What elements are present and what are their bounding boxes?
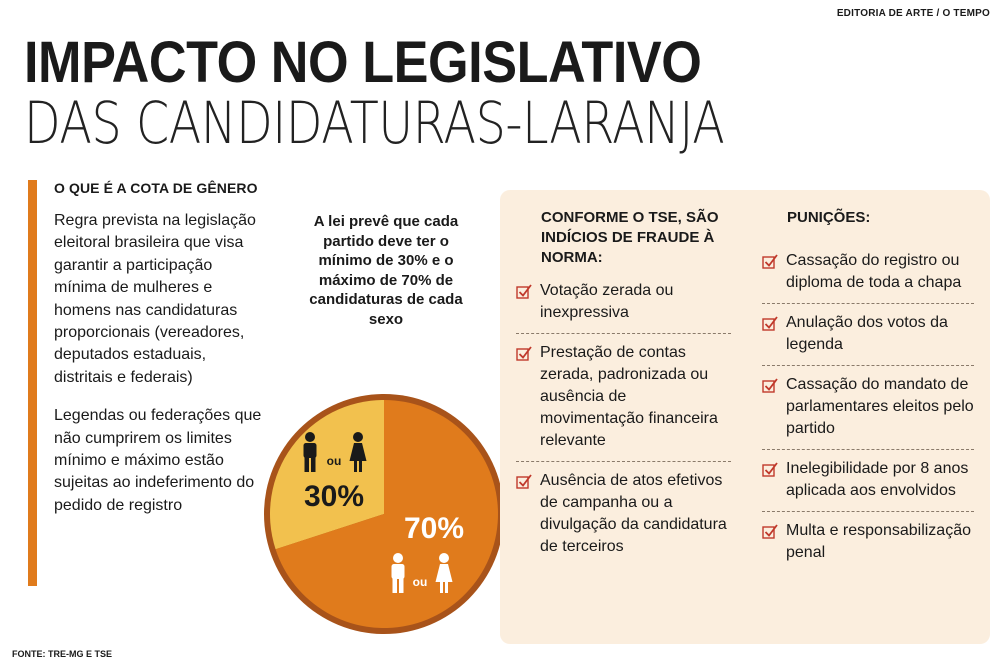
list-item — [762, 512, 974, 573]
list-item — [762, 366, 974, 450]
pie-label-70: 70% — [403, 512, 465, 545]
quota-paragraph-2: Legendas ou federações que não cumprirem os limites mínimo e máximo estão sujeitas ao indeferimento do pedido de registro — [54, 407, 262, 514]
penalty-item-text: Cassação do registro ou diploma de toda a chapa — [786, 252, 962, 291]
penalties-column — [762, 208, 974, 573]
list-item — [516, 272, 731, 334]
check-icon — [762, 523, 778, 539]
fraud-column — [516, 208, 731, 567]
list-item — [762, 242, 974, 304]
list-item — [762, 304, 974, 366]
title-line-2: DAS CANDIDATURAS-LARANJA — [24, 89, 725, 157]
credit: EDITORIA DE ARTE / O TEMPO — [836, 8, 990, 19]
title-line-1: IMPACTO NO LEGISLATIVO — [24, 30, 702, 95]
fraud-list — [516, 272, 731, 567]
info-panel — [500, 190, 990, 644]
list-item — [516, 462, 731, 567]
penalty-item-text: Inelegibilidade por 8 anos aplicada aos envolvidos — [786, 460, 969, 499]
penalty-item-text: Cassação do mandato de parlamentares eleitos pelo partido — [786, 376, 974, 437]
source-note: FONTE: TRE-MG E TSE — [12, 649, 112, 659]
check-icon — [516, 473, 532, 489]
list-item — [516, 334, 731, 462]
check-icon — [762, 461, 778, 477]
quota-paragraph-1: Regra prevista na legislação eleitoral brasileira que visa garantir a participação mínima de mulheres e homens nas candidaturas proporcionais (vereadores, deputados estaduais, distritais e federais) — [54, 212, 256, 386]
penalties-list — [762, 242, 974, 573]
penalty-item-text: Multa e responsabilização penal — [786, 522, 971, 561]
quota-section — [54, 180, 264, 533]
fraud-heading: CONFORME O TSE, SÃO INDÍCIOS DE FRAUDE À NORMA: — [541, 209, 719, 266]
pie-label-30: 30% — [303, 480, 365, 513]
accent-bar — [28, 180, 37, 586]
check-icon — [516, 345, 532, 361]
check-icon — [516, 283, 532, 299]
fraud-item-text: Prestação de contas zerada, padronizada ou ausência de movimentação financeira relevante — [540, 344, 718, 449]
check-icon — [762, 315, 778, 331]
fraud-item-text: Votação zerada ou inexpressiva — [540, 282, 674, 321]
fraud-item-text: Ausência de atos efetivos de campanha ou a divulgação da candidatura de terceiros — [540, 472, 727, 555]
law-summary: A lei prevê que cada partido deve ter o mínimo de 30% e o máximo de 70% de candidaturas de cada sexo — [309, 213, 463, 328]
check-icon — [762, 377, 778, 393]
list-item — [762, 450, 974, 512]
quota-heading: O QUE É A COTA DE GÊNERO — [54, 180, 258, 196]
check-icon — [762, 253, 778, 269]
penalty-item-text: Anulação dos votos da legenda — [786, 314, 948, 353]
pie-chart — [262, 392, 506, 636]
or-label-70: ou — [412, 575, 428, 589]
penalties-heading: PUNIÇÕES: — [787, 209, 871, 226]
or-label-30: ou — [326, 454, 342, 468]
